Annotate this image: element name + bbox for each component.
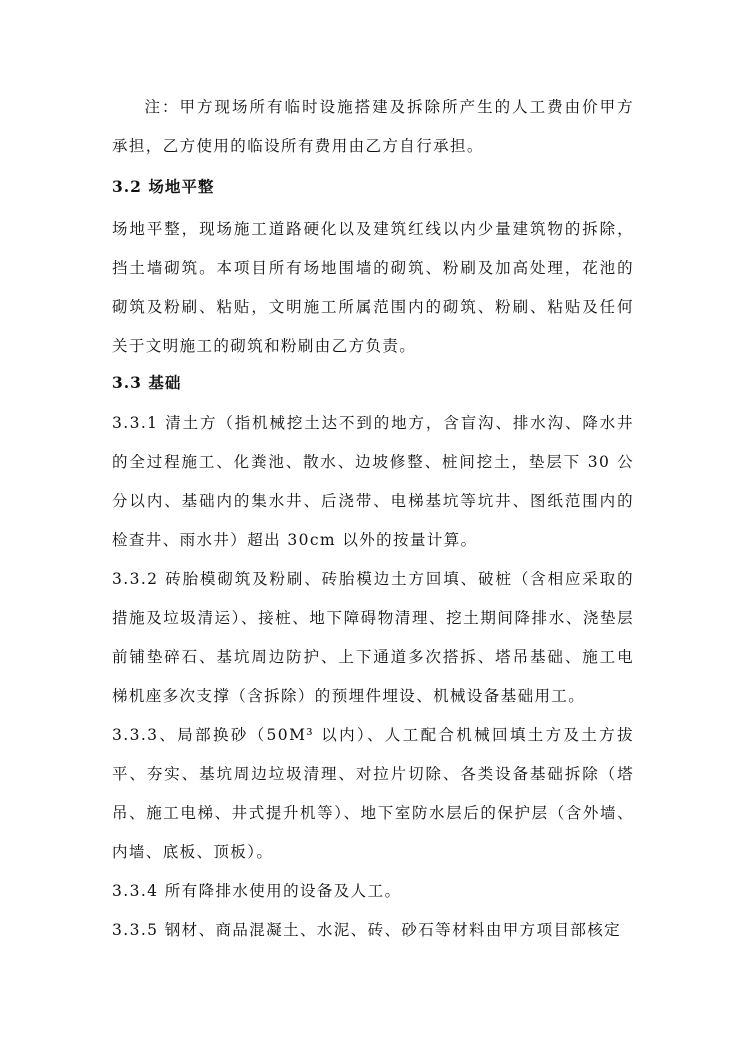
- item-3-3-4: 3.3.4 所有降排水使用的设备及人工。: [112, 882, 402, 900]
- section-3-2-body: 场地平整，现场施工道路硬化以及建筑红线以内少量建筑物的拆除，挡土墙砌筑。本项目所有场地围墙的砌筑、粉刷及加高处理，花池的砌筑及粉刷、粘贴，文明施工所属范围内的砌筑、粉刷、粘贴及任何关于文明施工的砌筑和粉刷由乙方负责。: [112, 220, 634, 355]
- note-paragraph: 注：甲方现场所有临时设施搭建及拆除所产生的人工费由价甲方承担，乙方使用的临设所有费用由乙方自行承担。: [112, 98, 634, 155]
- section-3-2-heading: 3.2 场地平整: [112, 177, 215, 196]
- item-3-3-1: 3.3.1 清土方（指机械挖土达不到的地方，含盲沟、排水沟、降水井的全过程施工、化粪池、散水、边坡修整、桩间挖土，垫层下 30 公分以内、基础内的集水井、后浇带、电梯基坑等坑井、图纸范围内的检查井、雨水井）超出 30cm 以外的按量计算。: [112, 414, 634, 549]
- item-3-3-5: 3.3.5 钢材、商品混凝土、水泥、砖、砂石等材料由甲方项目部核定: [112, 921, 622, 939]
- section-3-3-heading: 3.3 基础: [112, 373, 182, 392]
- item-3-3-3: 3.3.3、局部换砂（50M³ 以内）、人工配合机械回填土方及土方拔平、夯实、基坑周边垃圾清理、对拉片切除、各类设备基础拆除（塔吊、施工电梯、井式提升机等）、地下室防水层后的保护层（含外墙、内墙、底板、顶板）。: [112, 726, 634, 861]
- item-3-3-2: 3.3.2 砖胎模砌筑及粉刷、砖胎模边土方回填、破桩（含相应采取的措施及垃圾清运）、接桩、地下障碍物清理、挖土期间降排水、浇垫层前铺垫碎石、基坑周边防护、上下通道多次搭拆、塔吊基础、施工电梯机座多次支撑（含拆除）的预埋件埋设、机械设备基础用工。: [112, 570, 634, 705]
